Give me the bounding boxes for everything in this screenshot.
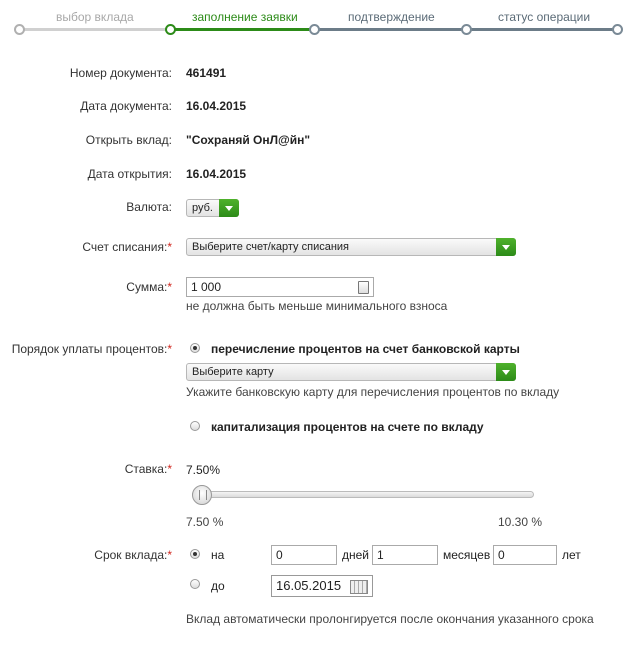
calendar-icon[interactable] (350, 580, 368, 594)
step-line-current (169, 28, 313, 31)
card-select-value: Выберите карту (192, 366, 274, 378)
currency-select[interactable] (186, 199, 239, 217)
doc-number-label: Номер документа: (69, 66, 172, 80)
deposit-value: "Сохраняй ОнЛ@йн" (186, 133, 311, 147)
step-dot-2 (165, 24, 176, 35)
rate-label-text: Ставка: (124, 462, 168, 476)
amount-label (126, 280, 172, 294)
account-select[interactable] (186, 238, 516, 256)
currency-value: руб. (192, 202, 213, 214)
term-on-radio[interactable] (190, 549, 200, 559)
rate-slider-track[interactable] (192, 491, 534, 498)
term-until-radio[interactable] (190, 579, 200, 589)
term-label (94, 548, 172, 562)
term-months-input[interactable] (372, 545, 438, 565)
required-mark: * (167, 548, 172, 562)
account-label-text: Счет списания: (82, 240, 168, 254)
chevron-down-icon[interactable] (219, 199, 239, 217)
doc-date-label: Дата документа: (80, 99, 172, 113)
required-mark: * (167, 342, 172, 356)
account-select-value: Выберите счет/карту списания (192, 241, 350, 253)
step-dot-4 (461, 24, 472, 35)
interest-card-option[interactable]: перечисление процентов на счет банковской карты (211, 342, 520, 356)
required-mark: * (167, 280, 172, 294)
step-dot-3 (309, 24, 320, 35)
interest-label (12, 342, 172, 356)
step-dot-5 (612, 24, 623, 35)
term-days-label: дней (342, 548, 370, 562)
calculator-icon[interactable] (358, 281, 369, 294)
open-date-value: 16.04.2015 (186, 167, 247, 181)
required-mark: * (167, 240, 172, 254)
amount-input[interactable] (186, 277, 374, 297)
step-line-done (19, 28, 169, 31)
chevron-down-icon[interactable] (496, 238, 516, 256)
rate-max: 10.30 % (498, 515, 543, 529)
term-on-label: на (211, 548, 225, 562)
doc-number-value: 461491 (186, 66, 227, 80)
step-label-select: выбор вклада (56, 10, 134, 24)
card-select[interactable] (186, 363, 516, 381)
interest-card-radio[interactable] (190, 343, 200, 353)
step-label-fill: заполнение заявки (192, 10, 298, 24)
term-years-label: лет (562, 548, 581, 562)
step-label-confirm: подтверждение (348, 10, 435, 24)
interest-capitalization-radio[interactable] (190, 421, 200, 431)
required-mark: * (167, 462, 172, 476)
currency-label: Валюта: (126, 200, 172, 214)
interest-capitalization-option[interactable]: капитализация процентов на счете по вкладу (211, 420, 484, 434)
grip-icon (199, 490, 207, 500)
rate-label (125, 462, 172, 476)
term-until-date-input[interactable] (271, 575, 373, 597)
rate-slider-handle[interactable] (192, 485, 212, 505)
step-label-status: статус операции (498, 10, 591, 24)
term-months-label: месяцев (443, 548, 491, 562)
term-until-date-value: 16.05.2015 (276, 578, 342, 593)
card-hint: Укажите банковскую карту для перечисления процентов по вкладу (186, 385, 560, 399)
open-date-label: Дата открытия: (87, 167, 172, 181)
rate-min: 7.50 % (186, 515, 224, 529)
term-days-input[interactable] (271, 545, 337, 565)
amount-value: 1 000 (191, 280, 222, 294)
interest-label-text: Порядок уплаты процентов: (11, 342, 168, 356)
amount-hint: не должна быть меньше минимального взноса (186, 299, 448, 313)
account-label (82, 240, 172, 254)
deposit-label: Открыть вклад: (85, 133, 172, 147)
rate-value: 7.50% (186, 463, 221, 477)
term-note: Вклад автоматически пролонгируется после окончания указанного срока (186, 612, 594, 626)
term-years-input[interactable] (493, 545, 557, 565)
step-dot-1 (14, 24, 25, 35)
chevron-down-icon[interactable] (496, 363, 516, 381)
term-until-label: до (211, 579, 225, 593)
doc-date-value: 16.04.2015 (186, 99, 247, 113)
term-label-text: Срок вклада: (94, 548, 168, 562)
amount-label-text: Сумма: (126, 280, 168, 294)
